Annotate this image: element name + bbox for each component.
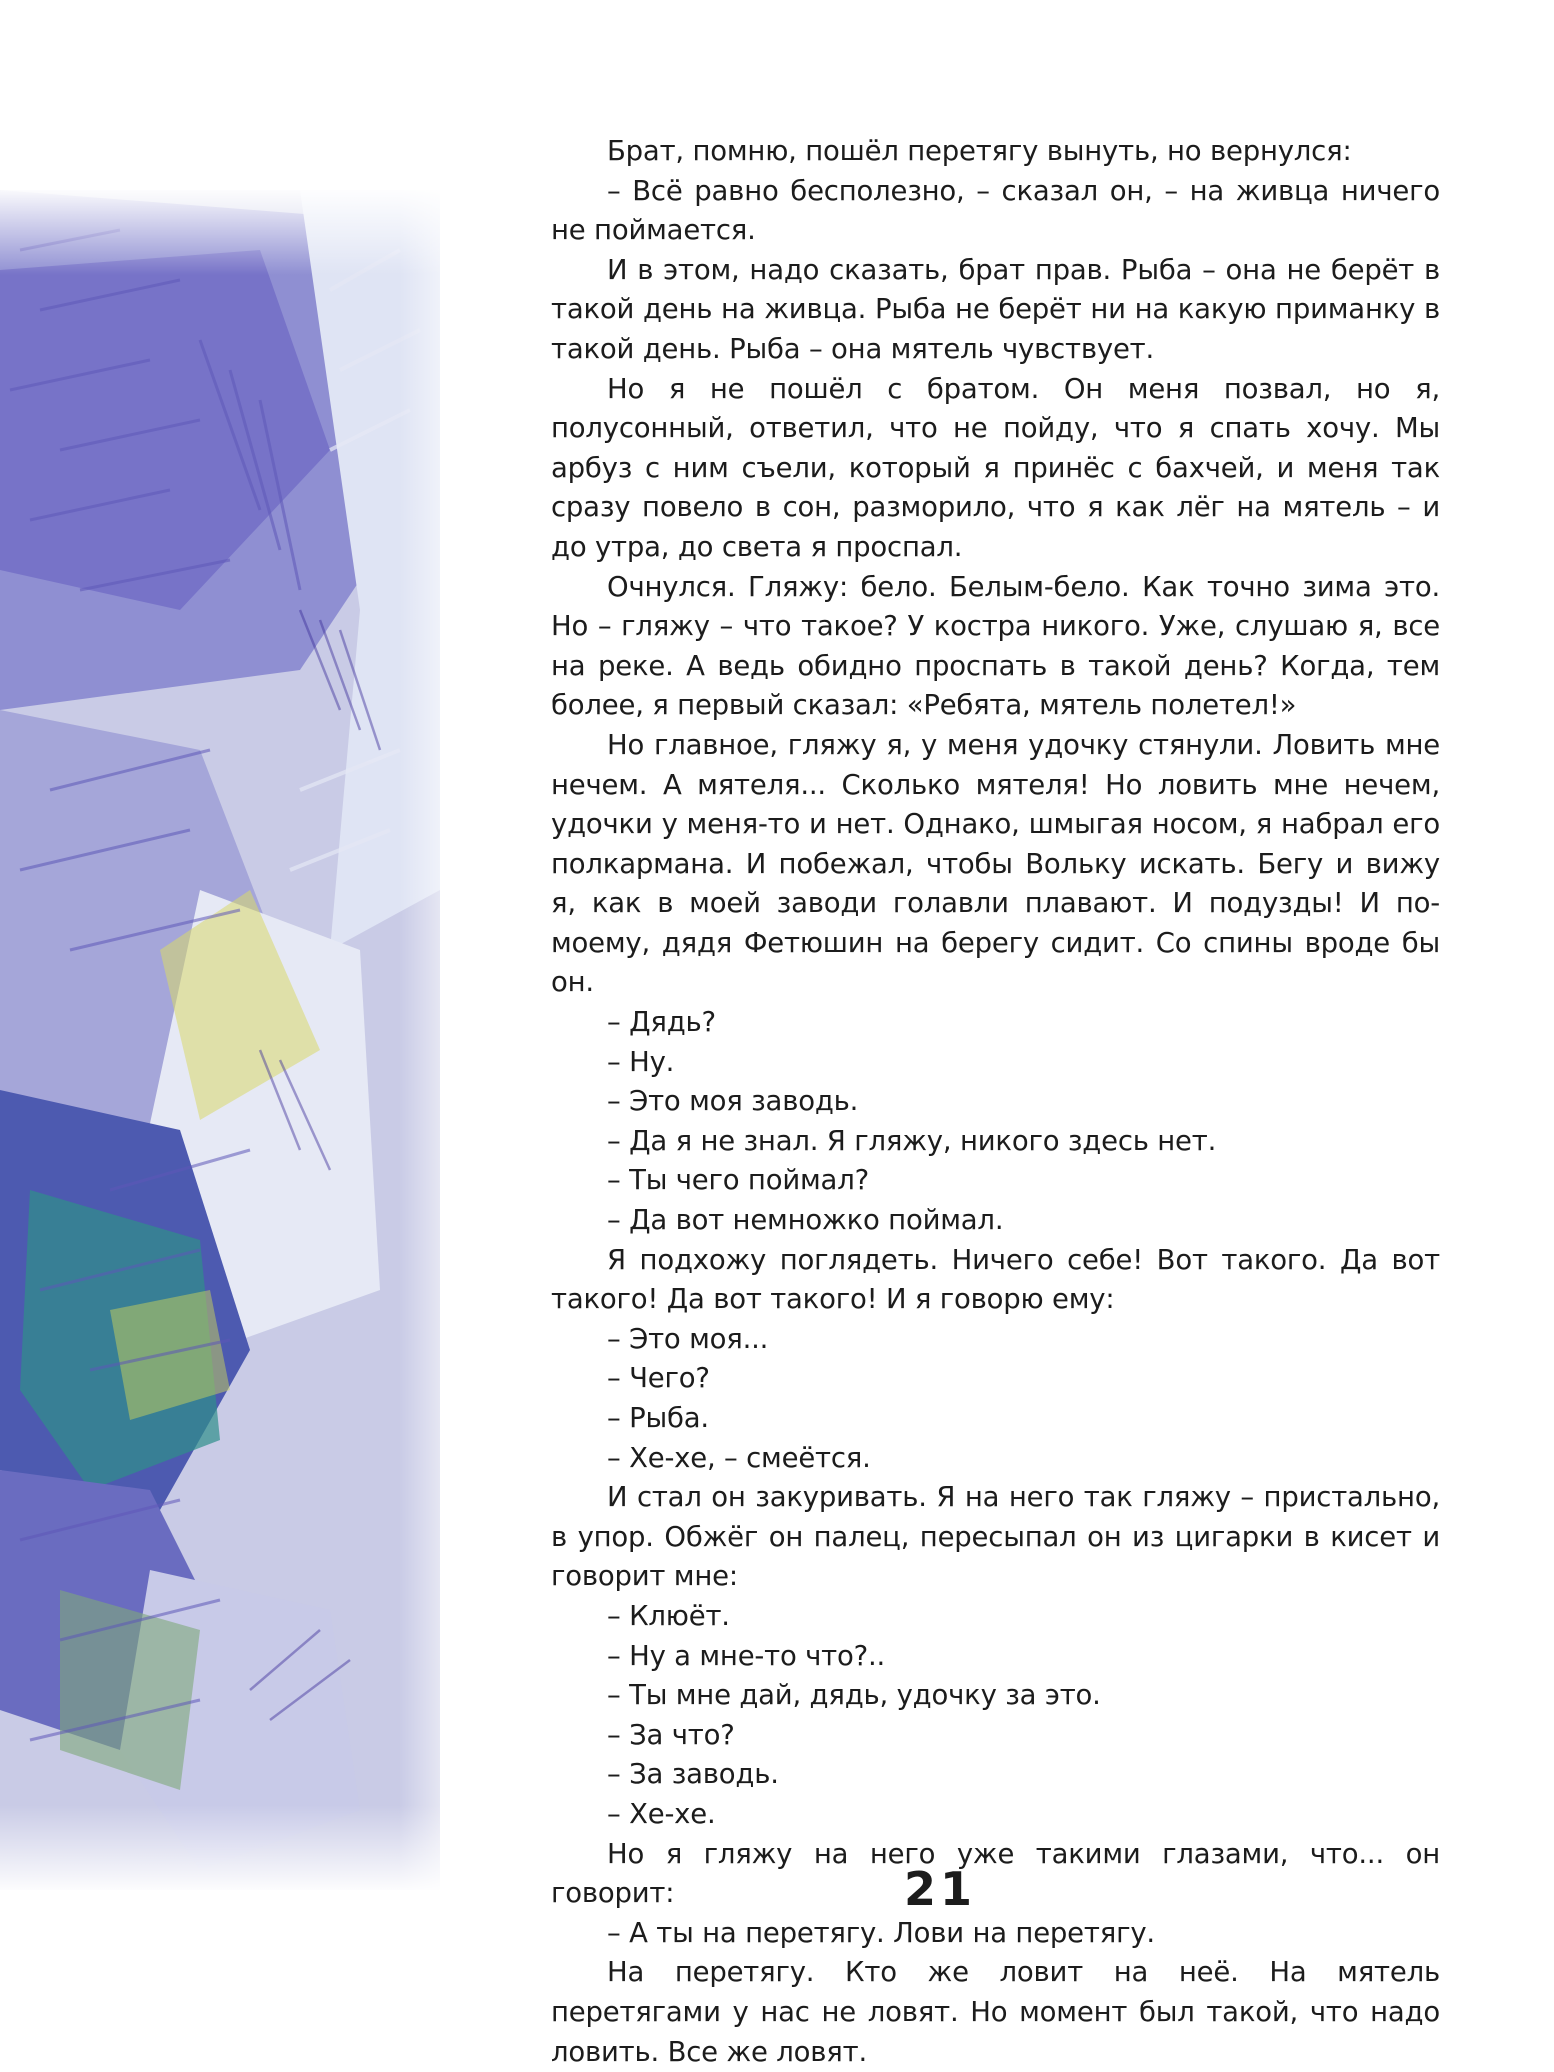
paragraph: На перетягу. Кто же ловит на неё. На мятель перетягами у нас не ловят. Но момент был такой, что надо ловить. Все же ловят. <box>551 1956 1440 2068</box>
dialogue-line: – Клюёт. <box>607 1599 730 1632</box>
paragraph: И стал он закуривать. Я на него так гляжу – пристально, в упор. Обжёг он палец, пересыпал он из цигарки в кисет и говорит мне: <box>551 1481 1440 1593</box>
dialogue-line: – Чего? <box>607 1362 710 1395</box>
story-text <box>551 132 1440 2072</box>
paragraph: Очнулся. Гляжу: бело. Белым-бело. Как точно зима это. Но – гляжу – что такое? У костра никого. Уже, слушаю я, все на реке. А ведь обидно проспать в такой день? Когда, тем более, я первый сказал: «Ребята, мятель полетел!» <box>551 570 1440 722</box>
paragraph: И в этом, надо сказать, брат прав. Рыба – она не берёт в такой день на живца. Рыба не берёт ни на какую приманку в такой день. Рыба – она мятель чувствует. <box>551 253 1440 365</box>
dialogue-line: – Хе-хе, – смеётся. <box>607 1441 871 1474</box>
paragraph: Брат, помню, пошёл перетягу вынуть, но вернулся: <box>607 135 1352 167</box>
dialogue-line: – За что? <box>607 1718 735 1751</box>
dialogue-line: – Дядь? <box>607 1006 716 1039</box>
page-number: 21 <box>903 1862 976 1916</box>
page-number-container <box>900 1862 980 1916</box>
crayon-illustration <box>0 190 470 1890</box>
dialogue-line: – Ты чего поймал? <box>607 1164 869 1197</box>
paragraph: Но главное, гляжу я, у меня удочку стянули. Ловить мне нечем. А мятеля... Сколько мятеля! Но ловить мне нечем, удочки у меня-то и нет. Однако, шмыгая носом, я набрал его полкармана. И побежал, чтобы Вольку искать. Бегу и вижу я, как в моей заводи голавли плавают. И подузды! И по-моему, дядя Фетюшин на берегу сидит. Со спины вроде бы он. <box>551 728 1440 999</box>
paragraph: – Всё равно бесполезно, – сказал он, – на живца ничего не поймается. <box>551 174 1440 247</box>
dialogue-line: – Рыба. <box>607 1402 709 1434</box>
dialogue-line: – Ну. <box>607 1045 675 1078</box>
dialogue-line: – Ты мне дай, дядь, удочку за это. <box>607 1679 1101 1712</box>
paragraph: Я подхожу поглядеть. Ничего себе! Вот такого. Да вот такого! Да вот такого! И я говорю ему: <box>551 1243 1440 1316</box>
paragraph: Но я гляжу на него уже такими глазами, что... он говорит: <box>551 1837 1440 1910</box>
dialogue-line: – Хе-хе. <box>607 1797 716 1830</box>
dialogue-line: – Да вот немножко поймал. <box>607 1204 1004 1237</box>
dialogue-line: – Это моя... <box>607 1322 769 1355</box>
dialogue-line: – А ты на перетягу. Лови на перетягу. <box>607 1916 1155 1949</box>
dialogue-line: – Да я не знал. Я гляжу, никого здесь нет. <box>607 1124 1217 1157</box>
dialogue-line: – Это моя заводь. <box>607 1085 859 1118</box>
paragraph: Но я не пошёл с братом. Он меня позвал, но я, полусонный, ответил, что не пойду, что я спать хочу. Мы арбуз с ним съели, который я принёс с бахчей, и меня так сразу повело в сон, разморило, что я как лёг на мятель – и до утра, до света я проспал. <box>551 372 1440 563</box>
dialogue-line: – За заводь. <box>607 1758 779 1791</box>
dialogue-line: – Ну а мне-то что?.. <box>607 1639 886 1672</box>
